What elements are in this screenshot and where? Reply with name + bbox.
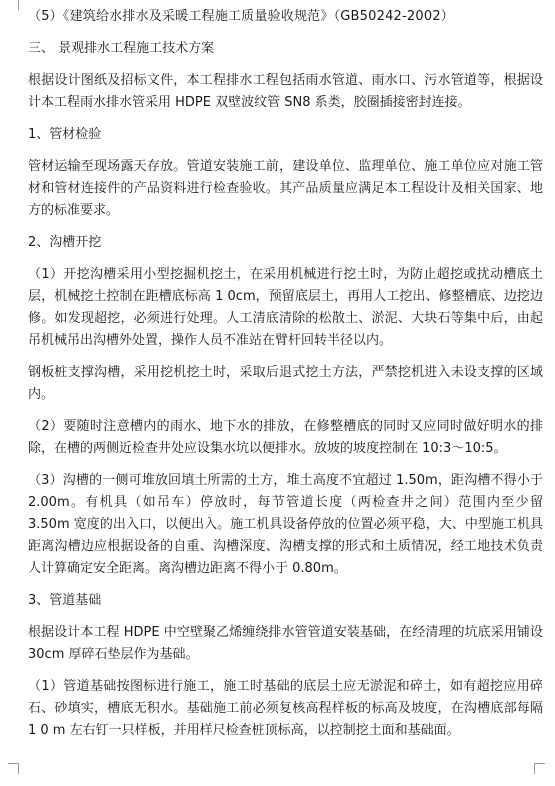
pipe-inspection-paragraph: 管材运输至现场露天存放。管道安装施工前，建设单位、监理单位、施工单位应对施工管材和管材连接件的产品资料进行检查验收。其产品质量应满足本工程设计及相关国家、地方的标准要求。 <box>28 159 543 218</box>
foundation-paragraph-1: 根据设计本工程 HDPE 中空壁聚乙烯缠绕排水管管道安装基础，在经清理的坑底采用铺设 30cm 厚碎石垫层作为基础。 <box>28 625 543 662</box>
trench-paragraph-1: （1）开挖沟槽采用小型挖掘机挖土，在采用机械进行挖土时，为防止超挖或扰动槽底土层，机械挖土控制在距槽底标高 1 0cm，预留底层土，再用人工挖出、修整槽底、边挖边修。如发现超挖，必须进行处理。人工清底清除的松散土、淤泥、大块石等集中后，由起吊机械吊出沟槽外处置，操作人员不准站在臂杆回转半径以内。 <box>28 267 543 348</box>
crop-mark-bottom-right <box>534 763 545 774</box>
section-heading: 三、 景观排水工程施工技术方案 <box>28 41 215 56</box>
trench-paragraph-4: （3）沟槽的一侧可堆放回填土所需的土方，堆土高度不宜超过 1.50m，距沟槽不得小于 2.00m。有机具（如吊车）停放时，每节管道长度（两检查井之间）范围内至少留 3.50m 宽度的出入口，以便出入。施工机具设备停放的位置必须平稳，大、中型施工机具距离沟槽边应根据设备的自重、沟槽深度、沟槽支撑的形式和土质情况，经工地技术负责人计算确定安全距离。离沟槽边距离不得小于 0.80m。 <box>28 473 543 576</box>
trench-paragraph-3: （2）要随时注意槽内的雨水、地下水的排放，在修整槽底的同时又应同时做好明水的排除，在槽的两侧近检查井处应设集水坑以便排水。放坡的坡度控制在 10:3～10:5。 <box>28 419 543 456</box>
intro-paragraph: 根据设计图纸及招标文件，本工程排水工程包括雨水管道、雨水口、污水管道等，根据设计本工程雨水排水管采用 HDPE 双壁波纹管 SN8 系类，胶圈插接密封连接。 <box>28 73 543 110</box>
foundation-paragraph-2: （1）管道基础按图标进行施工，施工时基础的底层土应无淤泥和碎土，如有超挖应用碎石、砂填实，槽底无积水。基础施工前必须复核高程样板的标高及坡度，在沟槽底部每隔 1 0 m 左右钉一只样板，并用样尺检查桩顶标高，以控制挖土面和基础面。 <box>28 679 543 738</box>
crop-mark-bottom-left <box>8 763 19 774</box>
standard-reference: （5）《建筑给水排水及采暖工程施工质量验收规范》（GB50242-2002） <box>28 9 454 24</box>
crop-mark-top-left <box>8 0 19 10</box>
subsection-heading-pipe-foundation: 3、管道基础 <box>28 593 102 608</box>
trench-paragraph-2: 钢板桩支撑沟槽，采用挖机挖土时，采取后退式挖土方法，严禁挖机进入未设支撑的区域内。 <box>28 365 543 402</box>
subsection-heading-pipe-inspection: 1、管材检验 <box>28 127 102 142</box>
subsection-heading-trench-excavation: 2、沟槽开挖 <box>28 235 102 250</box>
